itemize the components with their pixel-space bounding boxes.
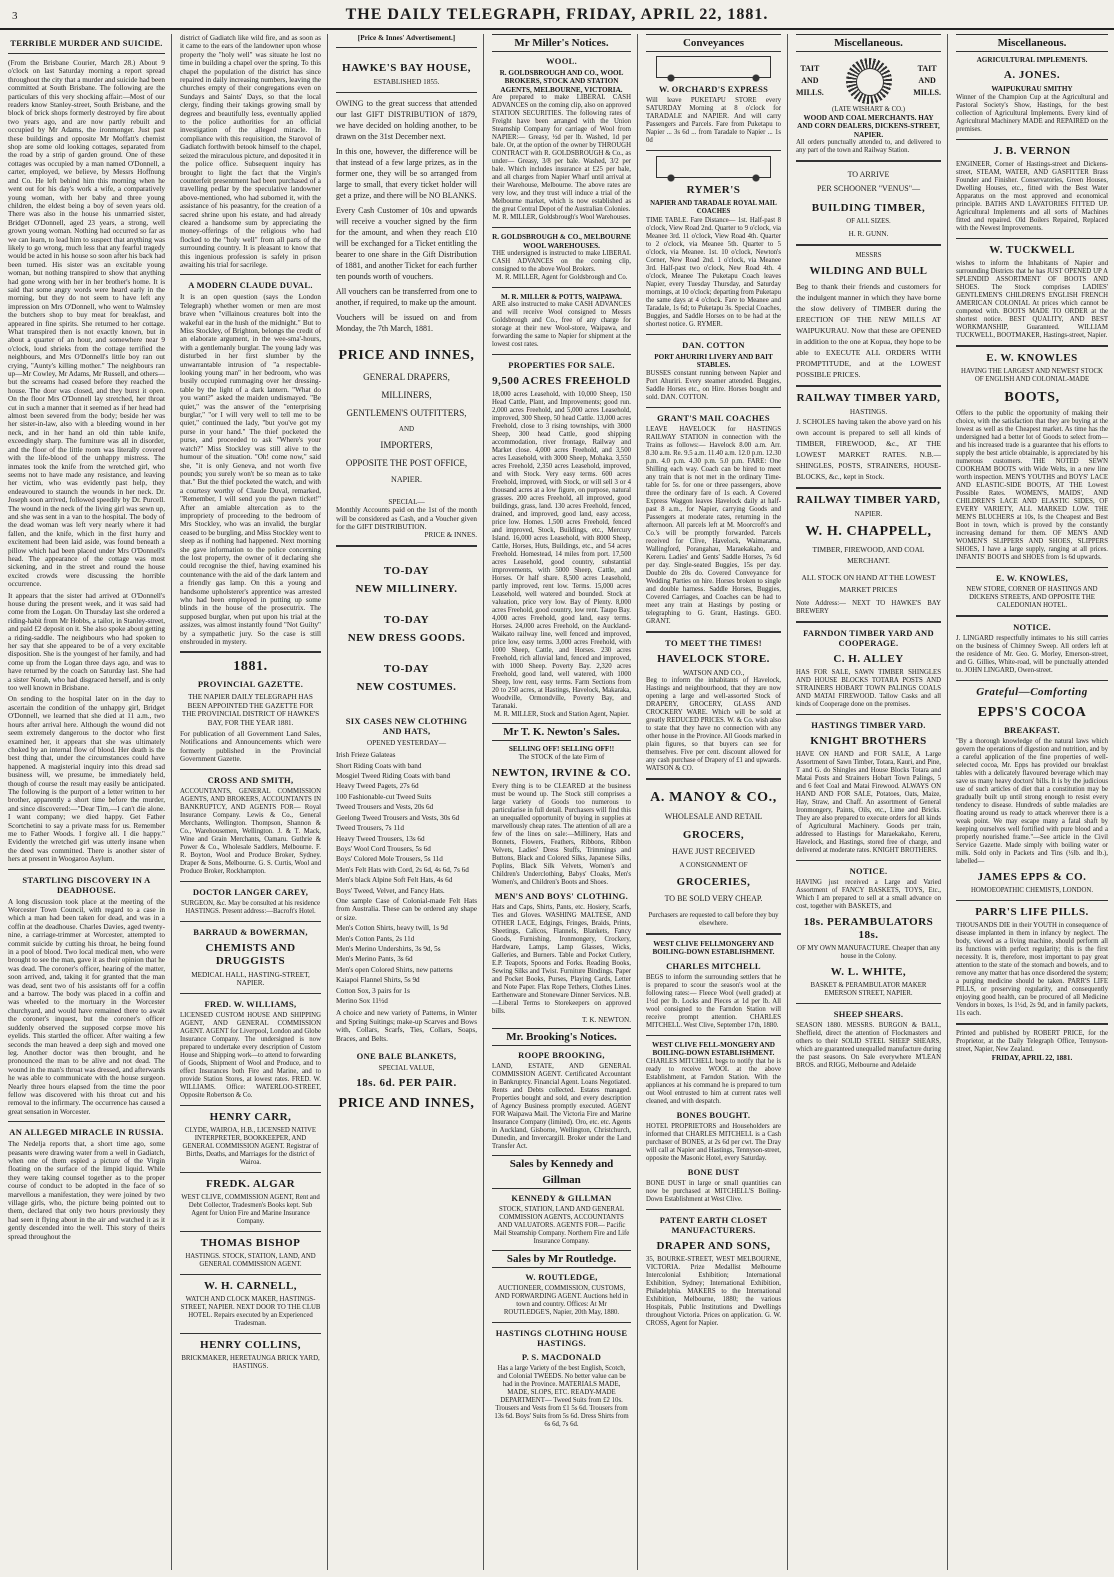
list-item: Mosgiel Tweed Riding Coats with band <box>336 772 451 781</box>
article-text: On sending to the hospital later on in the day to ascertain the condition of the unhappy girl, Bridget O'Donnell, we learned that she died at 11 a.m., two hours after arrival here. Although the wound did not seem extremely dangerous to the doctor who first examined her, it appears that she was ultimately choked by an internal flow of blood. Her death is the best thing that, under the circumstances could have happened. A magisterial inquiry into this dread sad business will, we presume, be immediately held, though of course the result may easily be anticipated. The following is the purport of a letter written to her brother, apparently a short time before the murder, and since discovered:—"Dear Tim,—I can't die alone. I want company; we died happy. Get Father Scortchetini to say a private mass for us. Remember me to Father Woods. I forgive all. I die happy." Evidently the wretched girl was utterly insane when the deed was committed. There is another sister of hers at present in Woogaroo Asylum. <box>8 695 165 864</box>
article-text: district of Gadiatch like wild fire, and as soon as it came to the ears of the landowner upon whose property the "holy well" was situate he lost no time in building a chapel over the spring. To this chapel the population of the district has since repaired in daily increasing numbers, leaving the churches empty of their congregations even on Sundays and Saints' Days, so that the local clergy, finding their takings growing small by degrees and beautifully less, eventually applied to the police authorities for an official investigation of the alleged miracle. In compliance with this requisition, the Starovol of Gadiatch forthwith betook himself to the chapel, seized the miraculous picture, and deposited it in the police office. Subsequent inquiry has brought to light the fact that the Virgin's counterfeit presentment had been purchased of a travelling pedlar by the speculative landowner above-mentioned, who had suborned it, with the assistance of his peasantry, for the creation of a sacred shrine upon his estate, and had already cleared a handsome sum by appreciating the money-offerings of the religious who had flocked to the "holy well" from all parts of the surrounding country. It is pleasant to know that this ingenious profession is safely in prison awaiting his trial for sacrilege. <box>180 34 321 269</box>
ad-text: Beg to inform the inhabitants of Havelock, Hastings and neighbourhood, that they are now opening a large and well-assorted Stock of DRAPERY, GROCERY, GLASS AND CROCKERY WARE. Which will be sold at greatly REDUCED PRICES. W. & Co. wish also to state that they have no connection with any other house in the Province. All Goods marked in plain figures, so that buyers can see for themselves. Five per cent. discount allowed for any cash purchase of Drapery of £1 and upwards. WATSON & CO. <box>646 677 781 773</box>
ad-text: HASTINGS. STOCK, STATION, LAND, AND GENERAL COMMISSION AGENT. <box>185 1252 316 1268</box>
and-label: AND <box>801 76 819 85</box>
headline: TERRIBLE MURDER AND SUICIDE. <box>10 38 163 48</box>
divider <box>646 407 781 408</box>
ad-heading: WILDING AND BULL <box>809 264 928 277</box>
ad-text: OF ALL SIZES. <box>846 218 891 226</box>
ad-heading: HAVELOCK STORE. <box>657 652 770 665</box>
ad-heading: EPPS'S COCOA <box>977 704 1087 720</box>
ad-text: J. SCHOLES having taken the above yard on his own account is prepared to sell all kinds of TIMBER, FIREWOOD, &c., AT THE LOWEST MARKET RATES. N.B.—SHINGLES, POSTS, STRAINERS, HOUSE-BLOCKS, &c., kept in Stock. <box>796 417 941 482</box>
ad-heading: CROSS AND SMITH, <box>207 774 294 785</box>
divider <box>646 778 781 780</box>
article-text: (From the Brisbane Courier, March 28.) About 9 o'clock on last Saturday morning a report spread throughout the city that a murder and suicide had been committed at South Brisbane. The following are the particulars of this very shocking affair:—Most of our readers know Stanley-street, South Brisbane, and the block of brick shops formerly destroyed by fire about two years ago, and are now partly rebuilt and occupied by Mr Adams, the ironmonger. Just past these buildings and opposite Mr Moffatt's chemist shop are some old looking cottages, separated from the road by a strip of garden ground. One of these cottages was occupied by a man named O'Donnell, a carter, employed, we believe, by Messrs Hoffnung and Co. He left behind him this morning when he went out for his day's work a wife, a comparatively young woman, with her baby and three young children, the eldest being a boy of seven years old. There was also in the house his unmarried sister, Bridget O'Donnell, aged 23 years, a strong, well grown young woman. Nothing had occurred so far as we can learn, to lead him to suspect that anything was likely to go wrong, much less that any fearful tragedy would be acted in his house so soon after his back had been turned. His sister was an excitable young woman, but nothing transpired to show that anything had gone wrong with her in her brother's home. It is said that some angry words were heard early in the morning, but they do not seem to have left any impression on Mrs O'Donnell, who went to Walmsley the butchers shop to buy meat for breakfast, and appeared in fine spirits. She returned to her cottage. What transpired then is not exactly known, but in about a quarter of an hour, and somewhere near 9 o'clock, loud shrieks from the cottage terrified the neighbours, and Mrs O'Donnell's little boy ran out crying, "Aunty's killing mother." The neighbours ran up—Mr Cowley, Mr Adams, Mr Russell, and others—but the screams had ceased before they reached the house. The door was closed, and they burst it open. On the floor Mrs O'Donnell lay stretched, her throat cut in such a manner that it seemed as if her head had almost been severed from the body; beside her was her sister-in-law, also with a bleeding wound in her neck, and in her hand an old thin table knife, exceedingly sharp. The furniture was all in disorder, and the floor of the little room was literally covered with the life-blood of the unhappy mistress. The inmates took the knife from the wretched girl, who seems not to have made any resistance, and leaving her victim, who was evidently past help, they endeavoured to staunch the wounds in her neck. Dr. Joseph soon arrived, followed speedily by Dr. Purcell. The wound in the neck of the living girl was sewn up, and she was sent in a van to the hospital. The body of the dead woman was left very nearly where it had fallen, and the knife, which in the first hurry and excitement had been laid aside, was found beneath a pillow which had been placed under Mrs O'Donnell's head. The appearance of the cottage was most sickening, and in the street and round the house excited crowds were discussing the horrible occurrence. <box>8 59 165 589</box>
ad-text: TIMBER, FIREWOOD, AND COAL MERCHANT. <box>812 545 925 566</box>
ad-heading: BARRAUD & BOWERMAN, <box>193 926 308 937</box>
ad-line: GENERAL DRAPERS, <box>363 371 450 382</box>
list-item: Tweed Trousers and Vests, 20s 6d <box>336 803 434 812</box>
ad-text: OF MY OWN MANUFACTURE. Cheaper than any house in the Colony. <box>797 945 940 961</box>
ad-heading: PARR'S LIFE PILLS. <box>975 905 1089 918</box>
ad-text: THE NAPIER DAILY TELEGRAPH HAS BEEN APPOINTED THE GAZETTE FOR THE PROVINCIAL DISTRICT OF HAWKE'S BAY, FOR THE YEAR 1881. <box>181 693 320 727</box>
ad-text: Will leave PUKETAPU STORE every SATURDAY Morning at 8 o'clock for TARADALE and NAPIER. And will carry Passengers and Parcels. Fare from Puketapu to Napier ... 3s 6d ... from Taradale to Napier ... 1s 0d <box>646 97 781 144</box>
ad-text: HAS FOR SALE, SAWN TIMBER SHINGLES AND HOUSE BLOCKS TOTARA POSTS AND STRAINERS HOBART TOWN PALINGS COALS AND MATAI FIREWOOD. Tallow Casks and all kinds of Cooperage done on the premises. <box>796 669 941 709</box>
column-2 <box>172 34 327 1570</box>
divider <box>492 287 631 288</box>
ad-heading: PROVINCIAL GAZETTE. <box>197 679 304 690</box>
divider <box>180 651 321 653</box>
ad-line: HAVE JUST RECEIVED <box>672 847 755 857</box>
ad-heading: NAPIER AND TARADALE ROYAL MAIL COACHES <box>650 200 777 216</box>
list-item: One sample Case of Colonial-made Felt Hats from Australia. These can be ordered any shape or size. <box>336 896 477 922</box>
ad-text: MESSRS <box>855 251 882 259</box>
list-item: Men's Felt Hats with Cord, 2s 6d, 4s 6d, 7s 6d <box>336 865 469 874</box>
ad-heading: RAILWAY TIMBER YARD, <box>796 391 941 404</box>
ad-text: SURGEON, &c. May be consulted at his residence HASTINGS. Present address:—Bacroft's Hotel. <box>180 899 321 915</box>
ad-text: ESTABLISHED 1855. <box>373 78 440 87</box>
ad-text: BONE DUST in large or small quantities can now be purchased at MITCHELL'S Boiling-Down Establishment at West Clive. <box>646 1179 781 1203</box>
divider <box>492 227 631 228</box>
ad-heading: SIX CASES NEW CLOTHING AND HATS, <box>345 715 468 736</box>
ad-text: OPENED YESTERDAY— <box>366 738 447 747</box>
ad-text: HOTEL PROPRIETORS and Householders are informed that CHARLES MITCHELL is a Cash purchaser of BONES, at 2s 6d per cwt. The Dray will call at Napier and Hastings, Tennyson-street, opposite the Masonic Hotel, every Saturday. <box>646 1122 781 1162</box>
coach-illustration <box>656 56 771 78</box>
ad-heading: WOOD AND COAL MERCHANTS. HAY AND CORN DEALERS, DICKENS-STREET, NAPIER. <box>797 114 940 139</box>
ad-heading: AGRICULTURAL IMPLEMENTS. <box>976 56 1088 64</box>
column-6 <box>788 34 947 1570</box>
headline: AN ALLEGED MIRACLE IN RUSSIA. <box>9 1127 164 1138</box>
divider <box>956 567 1108 568</box>
ad-heading: C. H. ALLEY <box>833 653 904 666</box>
ad-signature: M. R. MILLER, Agent for Goldsbrough and Co. <box>495 274 628 282</box>
column-7 <box>948 34 1114 1570</box>
ad-heading: WEST CLIVE FELL-MONGERY AND BOILING-DOWN ESTABLISHMENT. <box>652 1040 775 1058</box>
tait-label: TAIT <box>800 64 820 73</box>
ad-heading: TO-DAY <box>383 662 430 675</box>
ad-heading: NOTICE. <box>849 866 888 877</box>
divider <box>336 92 477 93</box>
divider <box>492 1322 631 1323</box>
ad-heading: TO-DAY <box>383 564 430 577</box>
ad-line: GENTLEMEN'S OUTFITTERS, <box>346 407 467 418</box>
divider <box>336 545 477 547</box>
ad-heading: FARNDON TIMBER YARD AND COOPERAGE. <box>803 628 934 649</box>
ad-heading: NEWTON, IRVINE & CO. <box>492 766 631 779</box>
ad-heading: WAIPUKURAU SMITHY <box>991 85 1073 94</box>
ad-text: Purchasers are requested to call before they buy elsewhere. <box>648 912 779 928</box>
ad-heading: DAN. COTTON <box>682 339 745 350</box>
divider <box>956 238 1108 239</box>
divider <box>180 1274 321 1275</box>
divider <box>796 621 941 623</box>
divider <box>796 244 941 246</box>
divider <box>180 1172 321 1173</box>
ad-heading: HAWKE'S BAY HOUSE, <box>342 62 471 75</box>
ad-heading: KNIGHT BROTHERS <box>810 735 927 748</box>
ad-heading: WOOL. <box>545 56 578 66</box>
ad-heading: PATENT EARTH CLOSET MANUFACTURERS. <box>659 1214 768 1235</box>
divider <box>180 881 321 882</box>
ad-line: MILLINERS, <box>381 389 432 400</box>
list-item: Men's Cotton Shirts, heavy twill, 1s 9d <box>336 924 448 933</box>
ad-heading: A. MANOY & CO., <box>650 790 777 806</box>
ad-heading: TO-DAY <box>383 613 430 626</box>
ad-signature: H. R. GUNN. <box>848 230 889 239</box>
divider <box>492 354 631 355</box>
ad-text: NEW STORE, CORNER OF HASTINGS AND DICKENS STREETS, AND OPPOSITE THE CALEDONIAN HOTEL. <box>966 585 1098 609</box>
ad-heading: NEW DRESS GOODS. <box>347 631 466 644</box>
column-5 <box>638 34 787 1570</box>
section-header: Miscellaneous. <box>796 34 941 52</box>
column-3 <box>328 34 483 1570</box>
ad-heading: W. H. CARNELL, <box>203 1279 298 1292</box>
ad-heading: W. H. CHAPPELL, <box>805 524 932 540</box>
ad-text: Vouchers will be issued on and from Monday, the 7th March, 1881. <box>336 312 477 333</box>
ad-heading: 1881. <box>233 659 268 675</box>
list-item: Boys' Wool Cord Trousers, 5s 6d <box>336 844 431 853</box>
ad-text: CLYDE, WAIROA, H.B., LICENSED NATIVE INTERPRETER, BOOKKEEPER, AND GENERAL COMMISSION AGENT. Registrar of Births, Deaths, and Marriages for the district of Wairoa. <box>182 1126 319 1166</box>
divider <box>646 1209 781 1210</box>
coach-illustration <box>656 156 771 178</box>
divider <box>180 993 321 994</box>
ad-heading: DOCTOR LANGER CAREY, <box>192 886 309 897</box>
divider <box>180 1333 321 1334</box>
ad-text: ACCOUNTANTS, GENERAL COMMISSION AGENTS, AND BROKERS, ACCOUNTANTS IN BANKRUPTCY, AND AGENTS FOR— Royal Insurance Company. Lewis & Co., General Merchants, Wellington. Thompson, Shannon & Co., Warehousemen, Wellington. J. & T. Mack, Wine and Grain Merchants, Oamaru. Guthrie & Power & Co., Wholesale Saddlers, Melbourne. F. R. Boyton, Wool and Produce Broker, Sydney. Draper & Sons, Melbourne. G. S. Curtis, Wool and Produce Broker, Rockhampton. <box>180 787 321 875</box>
ad-text: The STOCK of the late Firm of <box>518 753 605 761</box>
ad-text: HASTINGS. <box>849 407 888 416</box>
ad-heading: 18s. PERAMBULATORS 18s. <box>803 916 934 942</box>
ad-text: SEASON 1880. MESSRS. BURGON & BALL, Sheffield, direct the attention of Flockmasters and others to their SOLID STEEL SHEEP SHEARS, which are guaranteed unequalled manufacture during the past seasons. On Sale everywhere M'LEAN BROS. and RIGG, Melbourne and Adelaide <box>796 1022 941 1070</box>
divider <box>956 139 1108 140</box>
divider <box>956 680 1108 681</box>
ad-line: IMPORTERS, <box>380 439 433 450</box>
divider <box>646 334 781 335</box>
ad-heading: A. JONES. <box>1003 69 1061 82</box>
ad-text: Hats and Caps, Shirts, Pants, etc. Hosiery, Scarfs, Ties and Gloves. WASHING MALTESE, AND OTHER LACE, Edgings, Fringes, Braids, Prints, Sheetings, Calicos, Flannels, Blankets, Fancy Goods, Furnishing, Ironmongery, Crockery, Hardware, Lamps, Lamp Glasses, Wicks, Galleries, and Burners. Table and Pocket Cutlery, E.P. Teapots, Spoons and Forks. Reading Books, Sewing Silks and Twist. Furniture Bindings. Paper and Pocket Books, Purses, Playing Cards, Letter and Note Paper. Flax Rope Tethers, Clothes Lines. Earthenware and Stoneware Dinner Services. N.B.—Liberal Terms to Storekeepers on approved bills. <box>492 903 631 1015</box>
mills-label: MILLS. <box>796 88 824 97</box>
ad-text: LAND, ESTATE, AND GENERAL COMMISSION AGENT. Certificated Accountant in Bankruptcy. Financial Agent. Loans Negotiated. Rents and Debts collected. Estates managed. Properties bought and sold, and every description of Agency Business promptly executed. AGENT FOR Waipawa Mail. The Victoria Fire and Marine Insurance Company (limited). Oro, etc. etc. Agents in Auckland, Gisborne, Wellington, Christchurch, Dunedin, and Invercargill. Broker under the Land Transfer Act. <box>492 1063 631 1151</box>
page-title: THE DAILY TELEGRAPH, FRIDAY, APRIL 22, 1881. <box>345 6 769 23</box>
ad-heading: Grateful—Comforting <box>976 685 1088 698</box>
ad-heading: GRANT'S MAIL COACHES <box>657 412 770 423</box>
ad-heading: P. S. MACDONALD <box>521 1352 602 1363</box>
ad-text: wishes to inform the Inhabitants of Napier and surrounding Districts that he has JUST OPENED UP A SPLENDID ASSORTMENT OF BOOTS AND SHOES. The Stock comprises LADIES' GENTLEMEN'S CHILDREN'S ENGLISH FRENCH AMERICAN COLONIAL At prices which cannot be competed with. BOOTS MADE TO ORDER at the shortest notice. BEST QUALITY, AND BEST WORKMANSHIP, Guaranteed. WILLIAM TUCKWELL, BOOTMAKER, Hastings-street, Napier. <box>956 259 1108 339</box>
item-list <box>336 751 477 1005</box>
ad-text: BUSSES constant running between Napier and Port Ahuriri. Every steamer attended. Buggies, Saddle Horses etc., on Hire. Horses bought and sold. DAN. COTTON. <box>646 369 781 401</box>
tait-label: TAIT <box>917 64 937 73</box>
ad-signature: PRICE & INNES. <box>424 531 477 540</box>
article-text: The Nedelja reports that, a short time ago, some peasants were drawing water from a well in Gadiatch, when one of them espied a picture of the Virgin floating on the surface of the limpid liquid. While they were taking counsel together as to the proper course of conduct to be adopted in the face of so marvellous a manifestation, they were joined by two village girls, who, the picture being pointed out to them, declared that only two hours previously they had seen it flying about in the air and watched it as it gently descended into the well. This story of theirs spread throughout the <box>8 1140 165 1241</box>
ad-heading: R. GOLDSBROUGH & CO., MELBOURNE WOOL WAREHOUSES. <box>492 233 631 250</box>
ad-text: Winner of the Champion Cup at the Agricultural and Pastoral Society's Show, Hastings, for the best collection of Agricultural Implements. Every kind of Agricultural Machinery MADE and REPAIRED on the premises. <box>956 93 1108 133</box>
divider <box>796 385 941 387</box>
ad-signature: M. R. MILLER, Stock and Station Agent, Napier. <box>493 711 630 719</box>
divider <box>796 487 941 489</box>
ad-heading: M. R. MILLER & POTTS, WAIPAWA. <box>501 293 622 302</box>
ad-heading: SELLING OFF! SELLING OFF!! <box>508 745 615 754</box>
ad-heading: BUILDING TIMBER, <box>811 202 926 215</box>
list-item: Men's open Colored Shirts, new patterns <box>336 965 453 974</box>
divider <box>646 1035 781 1036</box>
headline: STARTLING DISCOVERY IN A DEADHOUSE. <box>22 874 151 895</box>
section-header: Mr T. K. Newton's Sales. <box>492 723 631 741</box>
ad-text: Has a large Variety of the best English, Scotch, and Colonial TWEEDS. No better value can be had in the Province. MATERIALS MADE, MADE, SLOPS, ETC. READY-MADE DEPARTMENT— Tweed Suits from £2 10s. Trousers and Vests from £1 5s 6d. Trousers from 13s 6d. Boys' Suits from 5s 6d. Dress Shirts from 6s 6d, 7s 6d. <box>494 1365 629 1429</box>
ad-text: J. LINGARD respectfully intimates to his still carries on the business of Chimney Sweep. All orders left at the residence of Mr. Geo. G. Morley, Emerson-street, and G. Gillies, White-road, will be punctually attended to. JOHN LINGARD, Owen-street. <box>956 634 1108 674</box>
column-1 <box>0 34 171 1570</box>
ad-heading: PRICE AND INNES, <box>338 1096 475 1112</box>
ad-heading: CHEMISTS AND DRUGGISTS <box>205 941 296 967</box>
ad-line: NAPIER. <box>391 474 422 484</box>
ad-text: HAVING just received a Large and Varied Assortment of FANCY BASKETS, TOYS, Etc., Which I am prepared to sell at a small advance on cost, together with BASKETS, and <box>796 879 941 911</box>
and-label: AND <box>918 76 936 85</box>
ad-heading: J. B. VERNON <box>993 144 1071 157</box>
ad-text: Note Address:— NEXT TO HAWKE'S BAY BREWERY <box>796 600 941 616</box>
ad-heading: BOOTS, <box>1004 389 1060 405</box>
ad-heading: FRED. W. WILLIAMS, <box>204 998 297 1009</box>
ad-text: WATCH AND CLOCK MAKER, HASTINGS-STREET, NAPIER. NEXT DOOR TO THE CLUB HOTEL. Repairs executed by an Experienced Tradesman. <box>180 1295 321 1327</box>
list-item: Men's Merino Undershirts, 3s 9d, 5s <box>336 944 441 953</box>
ad-heading: ROOPE BROOKING, <box>518 1050 605 1061</box>
ad-text: Every thing is to be CLEARED at the business must be wound up. The Stock still comprises a large variety of Goods too numerous to particularise in full detail. Purchasers will find this an unequalled opportunity of buying in supplies at marvellously cheap rates. The attention of all are a few of the lines on sale:—Millinery, Hats and Bonnets, Flowers, Feathers, Ribbons, Ribbon Velvets, Ladies' Dress Stuffs, Trimmings and Buttons, Black and Colored Silks, Japanese Silks, Poplins, Black Silk Velvets, Women's and Children's Underclothing, Babys' Cloaks, Men's Women's, and Children's Boots and Shoes. <box>492 782 631 886</box>
ad-heading: JAMES EPPS & CO. <box>977 870 1087 883</box>
ad-text: ALL STOCK ON HAND AT THE LOWEST MARKET PRICES <box>801 573 936 595</box>
ad-text: MEDICAL HALL, HASTING-STREET, NAPIER. <box>191 970 310 988</box>
ad-text: CHARLES MITCHELL begs to notify that he is ready to receive WOOL at the above Establishment, at Farndon Station. With the appliances at his command he is prepared to turn out Wool entrusted to him at current rates well cleaned, and with despatch. <box>646 1057 781 1105</box>
ad-text: STOCK, STATION, LAND AND GENERAL COMMISSION AGENTS, ACCOUNTANTS AND VALUATORS. AGENTS FOR— Pacific Mail Steamship Company. Northern Fire and Life Insurance Company. <box>493 1206 630 1246</box>
ad-text: AUCTIONEER, COMMISSION, CUSTOMS, AND FORWARDING AGENT. Auctions held in town and country. Offices: At Mr ROUTLEDGE'S, Napier, 20th May, 1880. <box>494 1285 629 1317</box>
ad-text: (LATE WISHART & CO.) <box>832 106 905 113</box>
column-4 <box>484 34 637 1570</box>
ad-text: ENGINEER, Corner of Hastings-street and Dickens-street, STEAM, WATER, AND GASFITTER Brass Founder and Finisher. Conservatories, Green Houses, Dwelling Houses, etc., fitted with the Best Water Apparatus on the most approved and economical principle. BATHS AND LAVATORIES FITTED UP. Agricultural Implements and all sorts of Machines fitted and repaired. Old Boilers Repaired, Replaced with the Newest Improvements. <box>956 160 1108 232</box>
imprint: Printed and published by ROBERT PRICE, for the Proprietor, at the Daily Telegraph Office, Tennyson-street, Napier, New Zealand. <box>956 1029 1108 1053</box>
ad-text: THE undersigned is instructed to make LIBERAL CASH ADVANCES on the coming clip, consigned to the above Wool Brokers. <box>492 250 631 274</box>
divider <box>180 1231 321 1232</box>
divider <box>956 345 1108 347</box>
divider <box>8 53 165 54</box>
ad-text: Are prepared to make LIBERAL CASH ADVANCES on the coming clip, also on approved STATION SECURITIES. The following rates of Freight have been arranged with the Union Steamship Company for carriage of Wool from NAPIER:— Greasy, ½d per lb. Washed, 1d per bale. Or, at the option of the owner by THROUGH CONTRACT with R. GOLDSBROUGH & Co., as under— Greasy, 3/8 per bale. Washed, 3/2 per bale. Which includes insurance at £25 per bale, and all charges from Napier Wharf until arrival at their Warehouse, Melbourne. The above rates are very low, and they trust will induce a trial of the Melbourne market, which is now established as the great Central Depot of the Australian Colonies. <box>492 94 631 214</box>
ad-text: WATSON AND CO., <box>682 668 745 677</box>
list-item: Heavy Tweed Pagets, 27s 6d <box>336 782 419 791</box>
ad-heading: RAILWAY TIMBER YARD, <box>796 494 941 507</box>
article-text: It appears that the sister had arrived at O'Donnell's house during the present week, and it was said had come from the Logan. On Thursday last she ordered a riding-habit from Mr Hobbs, a tailor, in Stanley-street, and paid £2 deposit on it. She also spoke about getting a riding-saddle. The neighbours who had spoken to her say that she appeared to be of a very excitable disposition. She is the youngest of her family, and had come up from the Logan three days ago, and was to have returned by the coach on Saturday last. She had a sister Norah, who had disgraced herself, and is only too well known in Brisbane. <box>8 591 165 693</box>
ad-heading: WEST CLIVE FELLMONGERY AND BOILING-DOWN ESTABLISHMENT. <box>652 940 775 957</box>
ad-line: AND <box>398 424 415 433</box>
ad-heading: FREDK. ALGAR <box>205 1177 296 1190</box>
divider <box>956 615 1108 617</box>
imprint-date: FRIDAY, APRIL 22, 1881. <box>991 1053 1073 1062</box>
ad-text: For publication of all Government Land Sales, Notifications and Announcements which were formerly published in the Provincial Government Gazette. <box>180 730 321 764</box>
ad-heading: THOMAS BISHOP <box>200 1236 301 1249</box>
list-item: Men's Merino Pants, 3s 6d <box>336 955 413 964</box>
ad-text: SPECIAL— <box>388 497 425 506</box>
ad-text: BASKET & PERAMBULATOR MAKER EMERSON STREET, NAPIER. <box>810 982 927 998</box>
masthead <box>0 0 1114 30</box>
ad-tag: [Price & Innes' Advertisement.] <box>357 34 456 42</box>
list-item: Men's Cotton Pants, 2s 11d <box>336 934 415 943</box>
section-header: Sales by Mr Routledge. <box>492 1250 631 1268</box>
ad-text: 35, BOURKE-STREET, WEST MELBOURNE, VICTORIA. Prize Medallist Melbourne Intercolonial Exhibition; International Exhibition, Sydney; International Exhibition, Philadelphia. MAKERS to the International Exhibition, Melbourne, 1880; the various Hospitals, Public Institutions and Dwellings throughout Victoria. Prices on application. G. W. CROSS, Agent for Napier. <box>646 1255 781 1327</box>
ad-heading: PORT AHURIRI LIVERY AND BAIT STABLES. <box>654 352 773 370</box>
ad-line: WHOLESALE AND RETAIL <box>664 812 763 822</box>
divider <box>180 921 321 922</box>
divider <box>646 150 781 151</box>
list-item: Cotton Sox, 3 pairs for 1s <box>336 986 410 995</box>
ad-text: THOUSANDS DIE in their YOUTH in consequence of disease implanted in them in infancy by neglect. The body, viewed as a living machine, should perform all its functions with perfect regularity; this is the first necessity. It is, therefore, most important to pay great attention to the state of the stomach and bowels, and to remove any matter that has once disordered the system; a purging medicine should be taken. PARR'S LIFE PILLS, or preserving regularity, and consequently enjoying good health, can be procured of all Medicine Vendors in boxes, 1s 1½d, 2s 9d, and in family packets, 11s each. <box>956 921 1108 1017</box>
ad-heading: 18s. 6d. PER PAIR. <box>356 1077 457 1090</box>
ad-text: All orders punctually attended to, and delivered to any part of the town and Railway Station. <box>796 139 941 155</box>
ad-text: OWING to the great success that attended our last GIFT DISTRIBUTION of 1879, we have decided on holding another, to be drawn on the 31st December next. <box>336 98 477 141</box>
ad-text: NAPIER. <box>854 510 883 519</box>
ad-heading: E. W. KNOWLES, <box>996 572 1068 583</box>
ad-text: "By a thorough knowledge of the natural laws which govern the operations of digestion and nutrition, and by a careful application of the fine properties of well-selected cocoa, Mr. Epps has provided our breakfast tables with a delicately flavoured beverage which may save us many heavy doctors' bills. It is by the judicious use of such articles of diet that a constitution may be gradually built up until strong enough to resist every tendency to disease. Hundreds of subtle maladies are floating around us ready to attack wherever there is a weak point. We may escape many a fatal shaft by keeping ourselves well fortified with pure blood and a properly nourished frame."—See article in the Civil Service Gazette. Made simply with boiling water or milk. Sold only in Packets and Tins (½lb. and lb.), labelled— <box>956 737 1108 865</box>
ad-text: All vouchers can be transferred from one to another, if required, to make up the amount. <box>336 286 477 307</box>
ad-line: OPPOSITE THE POST OFFICE, <box>345 457 468 468</box>
divider <box>796 160 941 162</box>
divider <box>796 1003 941 1004</box>
ad-text: ARE also instructed to make CASH ADVANCES and will receive Wool consigned to Messrs Goldsbrough and Co., free of any charge for storage at their new Wool-store, Waipawa, and forwarding the same to Napier for shipment at the lowest cost rates. <box>492 301 631 349</box>
ad-text: In this one, however, the difference will be that instead of a few large prizes, as in the former one, they will be so arranged from large to small, that every ticket holder will get a prize, and there will be NO BLANKS. <box>336 146 477 200</box>
article-text: A long discussion took place at the meeting of the Worcester Town Council, with regard to a case in which a man had been taken for dead, and was in a coffin at the deadhouse. Charles Davies, aged twenty-nine, a carriage-trimmer at Worcester, attempted to commit suicide by cutting his throat, he being found in a pool of blood. Two local medical men, who were brought to see the man, gave it as their opinion that he was dead. The coroner's officer, hearing of the matter, soon arrived, and, taking it for granted that the man was dead, sent two of his assistants off for a coffin and a barrow. The body was placed in a coffin and was wheeled to the mortuary in the Worcester churchyard, and would have remained there to await the coroner's inquest, but the coroner's officer suddenly observed the supposed corpse move his eyelids. This startled the officer. After waiting a few seconds the man heaved a deep sigh and moved one leg. Another doctor was then brought, and he pronounced the man to be alive and not dead. The wound in the man's throat was dressed, and afterwards he was able to communicate with the house surgeon. Nearly three hours elapsed from the time the poor fellow was discovered with his throat cut and his removal to the infirmary. The occurrence has caused a great sensation in Worcester. <box>8 897 165 1116</box>
ad-heading: W. TUCKWELL <box>989 243 1075 256</box>
tait-mills-header <box>796 56 941 106</box>
ad-text: 18,000 acres Leasehold, with 10,000 Sheep, 150 Head Cattle, Plant, and Improvements; good run. 2,000 acres Freehold, and 5,000 acres Leasehold, improved, 300 Sheep, 50 head Cattle. 13,000 acres Freehold, close to 3 rising townships, with 3000 Sheep, 300 head Cattle, good shipping accommodation, river frontage, Railway and Market close. 4,000 acres Freehold, and 3,500 acres Leasehold, with 3000 Sheep, Mohaka. 3,550 acres Freehold, 2,350 acres Leasehold, improved, and with Stock. Very easy terms. 600 acres Freehold, improved, with Stock, or will sell 3 or 4 thousand acres at a low figure, on purpose, natural grasses. 200 acres Freehold, all improved, good buildings, grass, land. 130 acres Freehold, fenced, drained, and improved, good land, easy access, price low. Homes. 1,500 acres Freehold, fenced and improved, Stock, Buildings, etc., Mercury Island. 16,000 acres Leasehold, with 8000 Sheep, Cattle, Horses, Huts, Buildings, etc., and 54 acres Freehold. Homestead, 14 miles from port. 17,500 acres Leasehold, good country, substantial improvements, with 5000 Sheep, Cattle, and Horses. Or half share. 8,500 acres Leasehold, partly improved, rent low. Terms. 15,000 acres Leasehold, well watered and bounded. Stock at valuation, price very low. Bay of Plenty. 8,000 acres Freehold, good country, low rent. Taupo Bay. 4,000 acres Freehold, good land, easy terms. Horses. 24,000 acres Freehold, on the Auckland-Waikato railway line, well fenced and improved, price low, easy terms. 3,000 acres Freehold, with 1000 Sheep, Cattle, and Horses. 230 acres Freehold, rich alluvial land, fenced and improved, with 1000 Sheep. Poverty Bay. 2,320 acres Freehold, good land, well watered, with 1000 Sheep, low rent, easy terms. Farm Sections from 20 to 250 acres, at Hastings, Havelock, Makaraka, Woodville, Ormondville, Poverty Bay, and Taranaki. <box>492 391 631 711</box>
ad-text: Every Cash Customer of 10s and upwards will receive a voucher signed by the firm for the amount, and when they reach £10 will be exchanged for a Ticket entitling the bearer to one share in the Gift Distribution of 1881, and another Ticket for each further ten pounds worth of vouchers. <box>336 205 477 281</box>
ad-heading: KENNEDY & GILLMAN <box>511 1193 612 1204</box>
section-header: Conveyances <box>646 34 781 52</box>
list-item: Tweed Trousers, 7s 11d <box>336 824 404 833</box>
ad-heading: RYMER'S <box>686 184 741 196</box>
ad-line: PER SCHOONER "VENUS"— <box>817 184 920 194</box>
divider <box>646 631 781 633</box>
ad-text: BRICKMAKER, HERETAUNGA BRICK YARD, HASTINGS. <box>181 1354 320 1370</box>
ad-heading: MEN'S AND BOYS' CLOTHING. <box>494 890 629 901</box>
ad-signature: M. R. MILLER, Goldsbrough's Wool Warehouses. <box>492 214 631 222</box>
section-header: Miscellaneous. <box>956 34 1108 52</box>
list-item: Merino Sox 11½d <box>336 997 388 1005</box>
divider <box>8 869 165 870</box>
ad-heading: NOTICE. <box>1013 621 1051 632</box>
ad-text: SPECIAL VALUE, <box>378 1064 435 1073</box>
ad-text: A choice and new variety of Patterns, in Winter and Spring Suitings; make-up Scarves and Bows with, Collars, Scarfs, Ties, Collars, Soaps, Braces, and Belts. <box>336 1009 477 1043</box>
list-item: Heavy Tweed Trousers, 13s 6d <box>336 834 425 843</box>
ad-text: LEAVE HAVELOCK for HASTINGS RAILWAY STATION in connection with the Trains as follows:— Havelock 8.00 a.m. Arr. 8.30 a.m. Re. 9.5 a.m. 11.40 a.m. 12.0 p.m. 12.30 p.m. 4.0 p.m. 4.30 p.m. 5.0 p.m. FARE: One Shilling each way. Coach can be hired to meet any train that is not met in the ordinary Time-table for 5s. for one or three passengers, above three the ordinary fare of 1s each. A Covered Express Waggon leaves Havelock daily at half-past 8 a.m., for Napier, carrying Goods and Passengers at moderate rates, returning in the afternoon. All parcels left at M. Moorcroft's and Co.'s will be promptly forwarded. Parcels received for Clive, Havelock, Waimarama, Wallingford, Porangahau, Maraekakaho, and Kereru. Ladies' and Gents' Saddle Horses, 7s 6d per day. Single-seated Buggies, 15s per day. Double do 20s do. Covered Conveyance for Wedding Parties on hire. Horses broken to single and double harness. Saddle Horses, Buggies, Covered Carriages, and Coaches can be had to meet any train at Hastings by posting or telegraphing to G. Grant, Hastings. GEO. GRANT. <box>646 425 781 625</box>
ad-heading: W. ROUTLEDGE, <box>525 1272 598 1283</box>
ad-heading: W. L. WHITE, <box>830 966 907 979</box>
tait-left <box>796 63 824 99</box>
divider <box>956 900 1108 901</box>
ad-text: LICENSED CUSTOM HOUSE AND SHIPPING AGENT, AND GENERAL COMMISSION AGENT. AGENT for Liverpool, London and Globe Insurance Company. The undersigned is now prepared to undertake every description of Custom House and Shipping work—to attend to forwarding of Goods, Shipment of Wool and Produce, and to effect Insurances both Fire and Marine, and to provide Station Stores, at lowest rates. FRED. W. WILLIAMS. Office: WATERLOO-STREET, Opposite Robertson & Co. <box>180 1011 321 1099</box>
ad-heading: BREAKFAST. <box>1004 724 1060 735</box>
tait-right <box>913 63 941 99</box>
divider <box>180 769 321 770</box>
list-item: Boys' Colored Mole Trousers, 5s 11d <box>336 855 443 864</box>
ad-text: HAVE ON HAND and FOR SALE, A Large Assortment of Sawn Timber, Totara, Kauri, and Pine, T and G. do Shingles and House Blocks Totara and Matai Posts and Strainers Hobart Town Palings, 5 and 6 feet Coal and Matai Firewood. ALWAYS ON HAND AND FOR SALE, Potatoes, Oats, Maize, Hay, Straw, and Chaff. An assortment of General Ironmongery, Paints, Oils, etc., Lime and Bricks. They are also prepared to execute orders for all kinds of Agricultural Machinery. Goods per train, addressed to Hastings for Maraekakaho, Kereru, Havelock, and Hastings, stored free of charge, and delivered at moderate rates. KNIGHT BROTHERS. <box>796 751 941 855</box>
headline: A MODERN CLAUDE DUVAL. <box>188 280 313 291</box>
list-item: Short Riding Coats with band <box>336 761 422 770</box>
ad-text: BEGS to inform the surrounding settlers that he is prepared to scour the season's wool at the following rates:— Fleece Wool (well graded) at 1½d per lb. Locks and Pieces at 1d per lb. All wool consigned to the Farndon Station will receive prompt attention. CHARLES MITCHELL. West Clive, September 17th, 1880. <box>646 973 781 1029</box>
ad-heading: ONE BALE BLANKETS, <box>356 1051 457 1062</box>
ad-heading: 9,500 ACRES FREEHOLD <box>492 375 631 388</box>
divider <box>796 714 941 715</box>
ad-heading: BONES BOUGHT. <box>676 1109 751 1120</box>
page-number: 3 <box>12 10 18 22</box>
ad-signature: T. K. NEWTON. <box>581 1015 631 1024</box>
ad-heading: DRAPER AND SONS, <box>656 1239 771 1252</box>
list-item: 100 Fashionable-cut Tweed Suits <box>336 792 432 801</box>
ad-text: TIME TABLE. Fare Distance— 1st. Half-past 8 o'clock, View Road 2nd. Quarter to 9 o'clock, via Meanee 3rd. 11 o'clock, View Road 4th. Quarter to 2 o'clock, via Meanee 5th. Quarter to 5 o'clock, via Meanee. 1st. 10 o'clock, Newton's Corner, New Road 2nd. 1 o'clock, via Meanee 3rd. Half-past two o'clock, New Road 4th. 4 o'clock, Meanee The Puketapu Coach leaves Napier, every Tuesday Thursday, and Saturday mornings, at 10 o'clock; departing from Puketapu the same days at 4 o'clock. Fare to Meanee and Taradale, 1s 6d; to Puketapu 3s. Special Coaches, Buggies, and Saddle Horses on to be had at the shortest notice. G. RYMER. <box>646 216 781 328</box>
ad-line: GROCERS, <box>682 829 745 842</box>
divider <box>180 1105 321 1106</box>
ad-line: TO BE SOLD VERY CHEAP. <box>664 894 763 904</box>
list-item: Men's black Alpine Soft Felt Hats, 4s 6d <box>336 876 453 885</box>
ad-heading: TO MEET THE TIMES! <box>665 637 762 648</box>
ad-heading: NEW COSTUMES. <box>356 680 457 693</box>
divider <box>646 933 781 935</box>
ad-text: Monthly Accounts paid on the 1st of the month will be considered as Cash, and a Voucher given for the GIFT DISTRIBUTION. <box>336 506 477 532</box>
ad-heading: SHEEP SHEARS. <box>833 1009 904 1020</box>
ad-text: Beg to thank their friends and customers for the indulgent manner in which they have borne the slow delivery of TIMBER during the ERECTION OF THE NEW MILLS AT WAIPUKURAU. Now that these are OPENED in addition to the one at Kopua, they hope to be able to EXECUTE ALL ORDERS WITH PROMPTITUDE, and at the LOWEST POSSIBLE PRICES. <box>796 281 941 379</box>
article-text: It is an open question (says the London Telegraph) whether women or men are most brave when "villainous creatures bolt into the wakeful ear in the hush of the midnight." But to Miss Stockley, of Brighton, belongs the credit of an elaborate argument, in the wee-sma'-hours, with a gentlemanly burglar. The young lady was disturbed in her first slumber by the unwarrantable intrusion of "a respectable-looking young man" in her bedroom, who was busily occupied rummaging over her dressing-table by the light of a dark lantern. "What do you want?" asked the maiden undismayed. "Be quiet," was the answer of the "enterprising burglar," "or I will very well to tell me to be quiet," continued the lady, "but you've got my purse in your hand." The thief pocketed the purse, and proceeded to ask "Where's your watch?" Miss Stockley was still alive to the humour of the situation. "Oh! come now," said she, "it is only Geneva, and not worth five pounds; you surely won't be so mean as to take that." But the thief pocketed the watch, and with a courtesy worthy of Claude Duval, remarked, "Remember, I will send you the pawn ticket!" After an amiable altercation as to the impropriety of proceeding to the bedroom of Mrs Stockley, who was an invalid, the burglar ceased to be burgling, and Miss Stockley went to sleep as if nothing had happened. Next morning she gave information to the police concerning the lost property, the owner of it declaring she could recognise the thief, having examined his countenance with the aid of the dark lantern and a friendly gas lamp. On this a young and handsome upholsterer's apprentice was arrested who had been employed in putting up some blinds in the house of the prosecutrix. The supposed burglar, when put upon his trial at the assizes, was almost instantly found "Not Guilty" by a sympathetic jury. So the case is still enshrouded in mystery. <box>180 293 321 647</box>
divider <box>796 860 941 861</box>
section-header: Mr. Brooking's Notices. <box>492 1028 631 1046</box>
list-item: Kaiapoi Flannel Shirts, 5s 9d <box>336 976 420 985</box>
ad-heading: HASTINGS TIMBER YARD. <box>811 720 926 731</box>
ad-heading: W. ORCHARD'S EXPRESS <box>658 84 769 94</box>
ad-heading: R. GOLDSBROUGH AND CO., WOOL BROKERS, STOCK AND STATION AGENTS, MELBOURNE, VICTORIA. <box>499 69 624 94</box>
ad-text: HAVING THE LARGEST AND NEWEST STOCK OF ENGLISH AND COLONIAL-MADE <box>961 367 1103 383</box>
divider <box>336 47 477 48</box>
sawblade-icon <box>846 58 892 104</box>
list-item: Boys' Tweed, Velvet, and Fancy Hats. <box>336 886 445 895</box>
ad-heading: NEW MILLINERY. <box>355 582 458 595</box>
section-header: Mr Miller's Notices. <box>492 34 631 52</box>
ad-text: WEST CLIVE, COMMISSION AGENT, Rent and Debt Collector, Tradesmen's Books kept. Sub Agent for Union Fire and Marine Insurance Company. <box>181 1193 320 1225</box>
ad-heading: HASTINGS CLOTHING HOUSE HASTINGS. <box>495 1328 628 1349</box>
ad-heading: PROPERTIES FOR SALE. <box>508 360 615 371</box>
ad-text: Offers to the public the opportunity of making their choice, with the satisfaction that they are buying at the lowest as well as the Cheapest market. As time has the undersigned had a better lot of Goods to select from—and his increased trade is a guarantee that his efforts to supply the best article obtainable, is appreciated by his numerous customers. THE NOTED SEWN COOKHAM BOOTS with Wide Welts, in a new line worth inspection. MEN'S YOUTHS and BOYS' LACE AND ELASTIC-SIDE BOOTS, AT THE Lowest Possible Rates. WOMEN'S, MAIDS', AND CHILDREN'S LACE AND ELASTIC SIDES, OF EVERY VARIETY, ALL MARKED LOW. THE MEN'S BLUCHERS at 10s, Is the Cheapest and Best Boot in town, which is proved by the constantly increasing demand for them. OF MEN'S AND WOMEN'S SLIPPERS AND SHOES, SLIPPERS SHOES, I have a large supply, ranging at all prices. INFANTS' BOOTS and SHOES from 1s 6d upwards. <box>956 409 1108 561</box>
ad-line: GROCERIES, <box>676 876 751 889</box>
ad-line: A CONSIGNMENT OF <box>679 861 748 870</box>
list-item: Geelong Tweed Trousers and Vests, 30s 6d <box>336 813 460 822</box>
ad-line: TO ARRIVE <box>847 170 890 180</box>
ad-text: HOMOEOPATHIC CHEMISTS, LONDON. <box>970 886 1094 894</box>
ad-heading: HENRY CARR, <box>209 1110 292 1123</box>
ad-heading: BONE DUST <box>687 1166 740 1177</box>
ad-heading: HENRY COLLINS, <box>200 1338 301 1351</box>
mills-label: MILLS. <box>913 88 941 97</box>
divider <box>8 1121 165 1122</box>
ad-heading: PRICE AND INNES, <box>338 347 475 363</box>
list-item: Irish Frieze Galateas <box>336 751 396 760</box>
ad-heading: E. W. KNOWLES <box>986 351 1078 364</box>
divider <box>180 274 321 275</box>
section-header: Sales by Kennedy and Gillman <box>492 1155 631 1189</box>
ad-heading: CHARLES MITCHELL <box>666 960 761 971</box>
divider <box>956 1023 1108 1025</box>
